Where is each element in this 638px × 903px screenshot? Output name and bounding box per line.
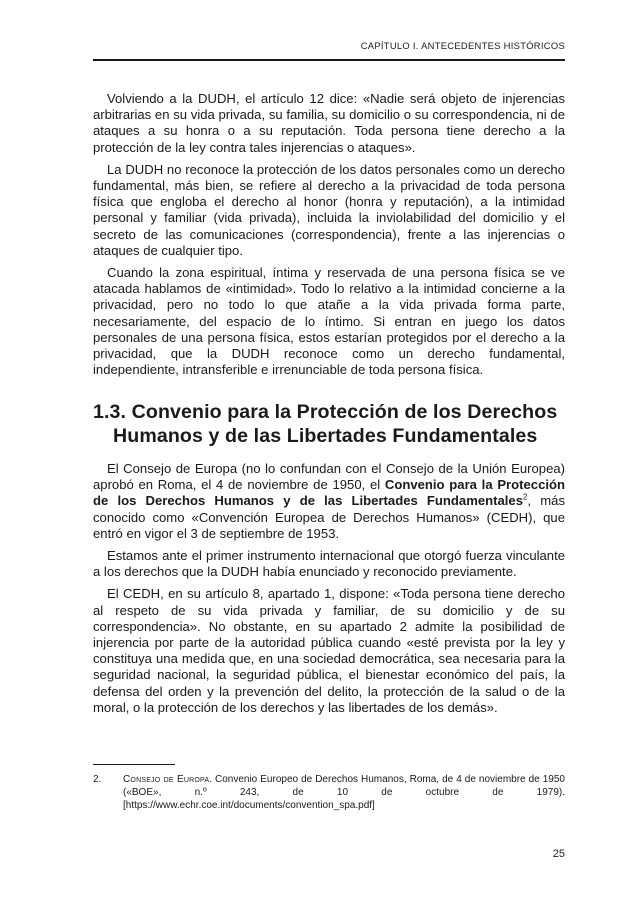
footnote-author: Consejo de Europa bbox=[123, 774, 210, 785]
convention-title: Convenio para la Protección de los Derechos Humanos y de las Libertades Fundamentales bbox=[93, 477, 565, 509]
footnote-number: 2. bbox=[93, 774, 102, 785]
footnote-text bbox=[123, 773, 565, 812]
footnote-rule bbox=[93, 764, 175, 765]
section-a-body bbox=[93, 91, 565, 384]
footnote-body: . Convenio Europeo de Derechos Humanos, Roma, de 4 de noviembre de 1950 («BOE», n.º 243, de 10 de octubre de 1979). [https://www.echr.coe.int/documents/convention_spa.pdf] bbox=[123, 774, 565, 811]
paragraph-text: , más conocido como «Convención Europea de Derechos Humanos» (CEDH), que entró en vigor el 3 de septiembre de 1953. bbox=[93, 493, 565, 541]
section-b-body bbox=[93, 461, 565, 722]
section-heading-line-2: Humanos y de las Libertades Fundamentales bbox=[113, 425, 538, 447]
header-rule bbox=[93, 59, 565, 61]
section-heading-line-1: 1.3. Convenio para la Protección de los Derechos bbox=[93, 401, 558, 423]
paragraph: Volviendo a la DUDH, el artículo 12 dice: «Nadie será objeto de injerencias arbitrarias en su vida privada, su familia, su domicilio o su correspondencia, ni de ataques a su honra o a su reputación. Toda persona tiene derecho a la protección de la ley contra tales injerencias o ataques». bbox=[93, 91, 565, 155]
footnote bbox=[93, 773, 565, 812]
paragraph-text: El Consejo de Europa (no lo confundan con el Consejo de la Unión Europea) aprobó en Roma, el 4 de noviembre de 1950, el bbox=[93, 461, 565, 493]
running-head: CAPÍTULO I. ANTECEDENTES HISTÓRICOS bbox=[360, 40, 565, 51]
paragraph: El CEDH, en su artículo 8, apartado 1, dispone: «Toda persona tiene derecho al respeto de su vida privada y familiar, de su domicilio y de su correspondencia». No obstante, en su apartado 2 admite la posibilidad de injerencia por parte de la autoridad pública cuando «esté prevista por la ley y constituya una medida que, en una sociedad democrática, sea necesaria para la seguridad nacional, la seguridad pública, el bienestar económico del país, la defensa del orden y la prevención del delito, la protección de la salud o de la moral, o la protección de los derechos y las libertades de los demás». bbox=[93, 586, 565, 715]
paragraph bbox=[93, 461, 565, 542]
paragraph: La DUDH no reconoce la protección de los datos personales como un derecho fundamental, más bien, se refiere al derecho a la privacidad de toda persona física que engloba el derecho al honor (honra y reputación), a la intimidad personal y familiar (vida privada), incluida la inviolabilidad del domicilio y el secreto de las comunicaciones (correspondencia), frente a las injerencias o ataques de cualquier tipo. bbox=[93, 161, 565, 258]
paragraph: Cuando la zona espiritual, íntima y reservada de una persona física se ve atacada hablamos de «intimidad». Todo lo relativo a la intimidad concierne a la privacidad, pero no todo lo que atañe a la vida privada forma parte, necesariamente, del espacio de lo íntimo. Si entran en juego los datos personales de una persona física, estos estarían protegidos por el derecho a la privacidad, que la DUDH reconoce como un derecho fundamental, independiente, intransferible e irrenunciable de toda persona física. bbox=[93, 265, 565, 378]
section-heading bbox=[93, 400, 565, 448]
footnote-ref[interactable]: 2 bbox=[522, 493, 528, 503]
page-number: 25 bbox=[552, 848, 565, 860]
paragraph: Estamos ante el primer instrumento internacional que otorgó fuerza vinculante a los derechos que la DUDH había enunciado y reconocido previamente. bbox=[93, 548, 565, 580]
